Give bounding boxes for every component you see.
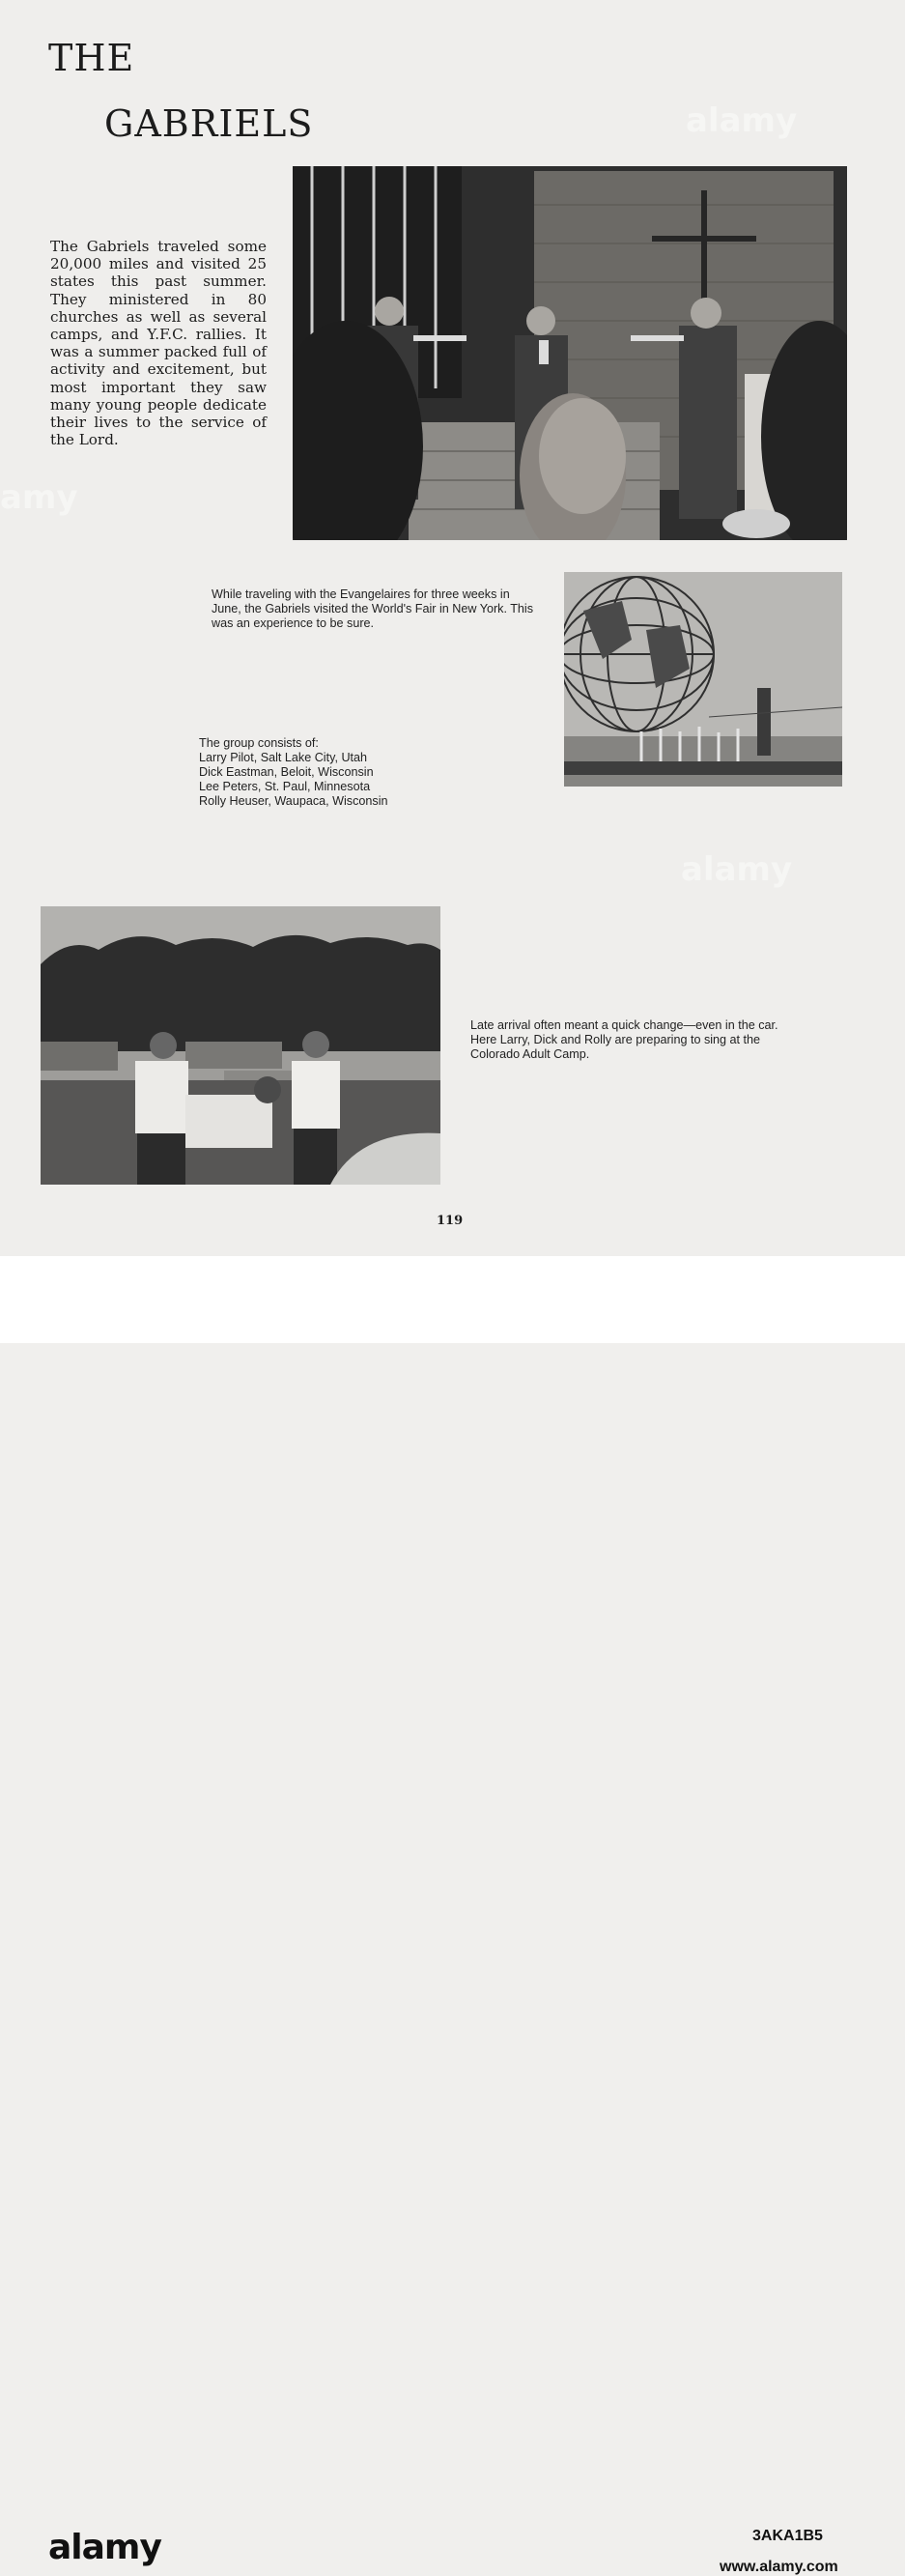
title-line-1: THE bbox=[48, 37, 135, 79]
photo-church-trumpeters bbox=[293, 166, 847, 540]
image-id: 3AKA1B5 bbox=[752, 2528, 823, 2544]
watermark-logo: amy bbox=[0, 478, 78, 517]
title-line-2: GABRIELS bbox=[104, 102, 314, 145]
member-item: Rolly Heuser, Waupaca, Wisconsin bbox=[199, 794, 388, 808]
member-item: Lee Peters, St. Paul, Minnesota bbox=[199, 780, 371, 793]
yearbook-page bbox=[0, 0, 905, 1256]
watermark-logo: alamy bbox=[686, 101, 798, 140]
group-heading: The group consists of: bbox=[199, 736, 319, 750]
caption-camp: Late arrival often meant a quick change—even in the car. Here Larry, Dick and Rolly are preparing to sing at the Colorado Adult Camp. bbox=[470, 1018, 778, 1061]
group-members-block bbox=[199, 736, 450, 809]
member-item: Larry Pilot, Salt Lake City, Utah bbox=[199, 751, 368, 764]
member-item: Dick Eastman, Beloit, Wisconsin bbox=[199, 765, 374, 779]
intro-paragraph: The Gabriels traveled some 20,000 miles and visited 25 states this past summer. They ministered in 80 churches as well as several camps, and Y.F.C. rallies. It was a summer packed full of activity and excitement, but most important they saw many young people dedicate their lives to the service of the Lord. bbox=[50, 238, 267, 449]
site-url[interactable]: www.alamy.com bbox=[720, 2559, 838, 2575]
stock-footer bbox=[0, 1256, 905, 2575]
brand-logo: alamy bbox=[48, 2528, 161, 2567]
member-list bbox=[199, 751, 450, 809]
page-number: 119 bbox=[437, 1214, 464, 1228]
photo-worlds-fair-unisphere bbox=[564, 572, 842, 787]
caption-worlds-fair: While traveling with the Evangelaires for three weeks in June, the Gabriels visited the World's Fair in New York. This was an experience to be sure. bbox=[212, 587, 534, 630]
photo-colorado-camp bbox=[41, 906, 440, 1185]
watermark-logo: alamy bbox=[681, 850, 793, 889]
